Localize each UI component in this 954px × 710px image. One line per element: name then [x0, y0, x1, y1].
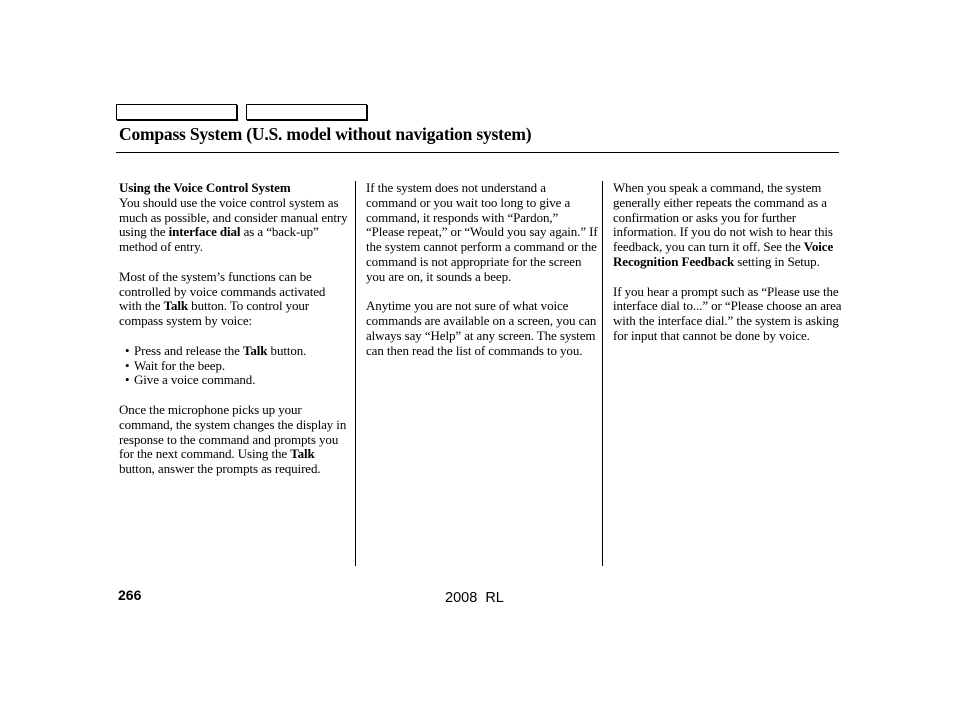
- list-item: • Give a voice command.: [125, 373, 349, 388]
- page-number: 266: [118, 587, 142, 603]
- page-title: Compass System (U.S. model without navigation system): [119, 124, 532, 144]
- nav-tab-box-2[interactable]: [246, 104, 367, 120]
- nav-tab-box-1[interactable]: [116, 104, 237, 120]
- section-heading: Using the Voice Control System: [119, 180, 291, 195]
- column-2: [366, 181, 598, 373]
- paragraph: Once the microphone picks up your command, the system changes the display in response to the command and prompts you for the next command. Using the Talk button, answer the prompts as required.: [119, 401, 347, 477]
- paragraph: If you hear a prompt such as “Please use the interface dial to...” or “Please choose an area with the interface dial.” the system is asking for input that cannot be done by voice.: [613, 283, 842, 343]
- footer-model-label: 2008 RL: [445, 590, 504, 606]
- title-rule: [116, 152, 839, 153]
- list-item: • Press and release the Talk button.: [125, 344, 349, 359]
- list-item: • Wait for the beep.: [125, 359, 349, 374]
- paragraph: Most of the system’s functions can be controlled by voice commands activated with the Talk button. To control your compass system by voice:: [119, 268, 326, 329]
- paragraph: You should use the voice control system as much as possible, and consider manual entry using the interface dial as a “back-up” method of entry.: [119, 194, 348, 255]
- column-3: [613, 181, 843, 359]
- paragraph: If the system does not understand a command or you wait too long to give a command, it responds with “Pardon,” “Please repeat,” or “Would you say again.” If the system cannot perform a command or the command is not appropriate for the screen you are on, it sounds a beep.: [366, 180, 598, 284]
- column-divider: [355, 181, 356, 566]
- paragraph: Anytime you are not sure of what voice commands are available on a screen, you can always say “Help” at any screen. The system can then read the list of commands to you.: [366, 298, 597, 358]
- column-divider: [602, 181, 603, 566]
- column-1: [119, 181, 349, 492]
- bullet-list: [119, 344, 349, 388]
- paragraph: When you speak a command, the system generally either repeats the command as a confirmation or asks you for further information. If you do not wish to hear this feedback, you can turn it off. See the Voice Recognition Feedback setting in Setup.: [613, 180, 834, 269]
